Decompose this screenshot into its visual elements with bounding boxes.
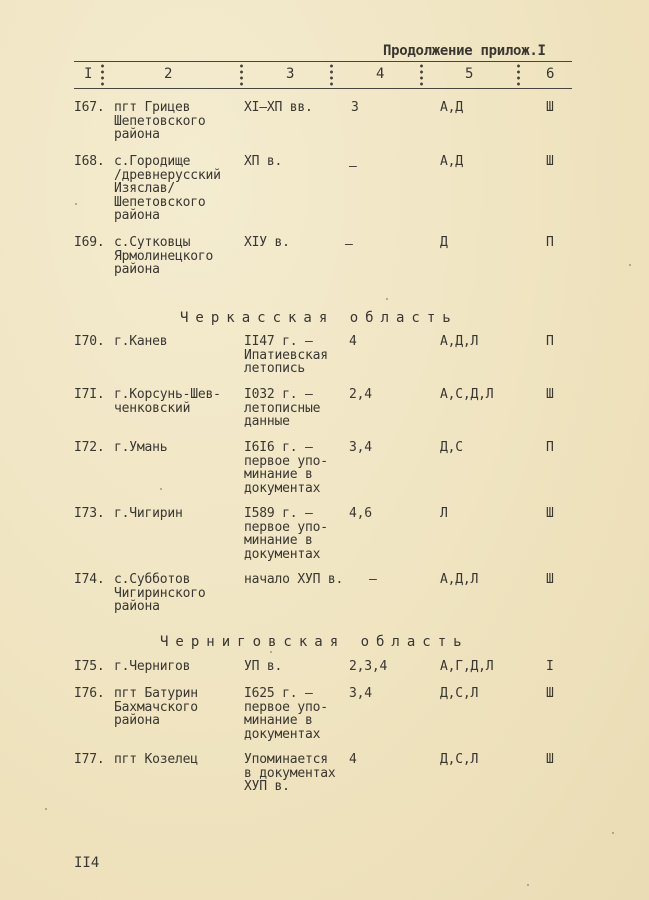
paper-speck (45, 808, 47, 810)
row-number: I72. (74, 440, 105, 455)
first-mention-date: II47 г. – Ипатиевская летопись (244, 334, 328, 376)
settlement-name: пгт Батурин Бахмачского района (114, 686, 198, 728)
column-6-value: Ш (546, 572, 554, 587)
column-5-value: А,Д,Л (440, 572, 479, 587)
settlement-name: пгт Грицев Шепетовского района (114, 100, 206, 142)
first-mention-date: XIУ в. (244, 235, 290, 250)
column-5-value: Д,С,Л (440, 686, 479, 701)
column-4-value: 4,6 (349, 506, 372, 521)
column-5-value: А,Д (440, 100, 463, 115)
section-heading-chernihiv: Черниговская область (160, 634, 469, 650)
paper-speck (386, 298, 388, 300)
column-5-value: Д,С,Л (440, 752, 479, 767)
header-top-rule (74, 61, 572, 62)
column-5-value: Д,С (440, 440, 463, 455)
column-5-value: А,Д (440, 154, 463, 169)
page-number: II4 (74, 855, 100, 871)
column-6-value: Ш (546, 100, 554, 115)
settlement-name: г.Умань (114, 440, 168, 455)
first-mention-date: I6I6 г. – первое упо- минание в документах (244, 440, 328, 496)
column-4-value: 4 (349, 334, 357, 349)
column-4-value: 3,4 (349, 686, 372, 701)
column-6-value: П (546, 235, 554, 250)
row-number: I68. (74, 154, 105, 169)
row-number: I7I. (74, 387, 105, 402)
column-4-value: — (349, 159, 357, 174)
column-4-value: – (369, 572, 377, 587)
column-6-value: Ш (546, 686, 554, 701)
column-separator (420, 63, 423, 87)
header-bottom-rule (74, 88, 572, 89)
column-6-value: П (546, 440, 554, 455)
column-5-value: Д (440, 235, 448, 250)
paper-speck (629, 264, 631, 266)
settlement-name: с.Городище /древнерусский Изяслав/ Шепетовского района (114, 154, 221, 223)
column-separator (517, 63, 520, 87)
settlement-name: г.Канев (114, 334, 168, 349)
first-mention-date: XI–XП вв. (244, 100, 313, 115)
row-number: I67. (74, 100, 105, 115)
column-header-3: 3 (286, 66, 295, 82)
paper-speck (612, 832, 614, 834)
column-separator (101, 63, 104, 87)
settlement-name: с.Сутковцы Ярмолинецкого района (114, 235, 214, 277)
column-header-2: 2 (164, 66, 173, 82)
column-4-value: 3,4 (349, 440, 372, 455)
column-header-6: 6 (546, 66, 555, 82)
settlement-name: г.Чигирин (114, 506, 183, 521)
column-6-value: Ш (546, 506, 554, 521)
column-4-value: 3 (351, 100, 359, 115)
settlement-name: пгт Козелец (114, 752, 198, 767)
row-number: I74. (74, 572, 105, 587)
settlement-name: г.Чернигов (114, 659, 191, 674)
first-mention-date: I032 г. – летописные данные (244, 387, 321, 429)
column-5-value: Л (440, 506, 448, 521)
column-4-value: — (345, 237, 353, 252)
first-mention-date: XП в. (244, 154, 283, 169)
section-heading-cherkasy: Черкасская область (180, 310, 458, 326)
row-number: I77. (74, 752, 105, 767)
paper-speck (270, 651, 272, 653)
first-mention-date: УП в. (244, 659, 283, 674)
row-number: I70. (74, 334, 105, 349)
column-6-value: Ш (546, 154, 554, 169)
settlement-name: с.Субботов Чигиринского района (114, 572, 206, 614)
column-4-value: 2,3,4 (349, 659, 388, 674)
first-mention-date: I589 г. – первое упо- минание в документах (244, 506, 328, 562)
first-mention-date: начало XУП в. (244, 572, 344, 587)
column-5-value: А,Д,Л (440, 334, 479, 349)
column-separator (330, 63, 333, 87)
first-mention-date: Упоминается в документах XУП в. (244, 752, 336, 794)
settlement-name: г.Корсунь-Шев- ченковский (114, 387, 221, 416)
row-number: I73. (74, 506, 105, 521)
column-6-value: Ш (546, 752, 554, 767)
paper-speck (160, 488, 162, 490)
column-5-value: А,Г,Д,Л (440, 659, 494, 674)
column-4-value: 2,4 (349, 387, 372, 402)
row-number: I75. (74, 659, 105, 674)
column-5-value: А,С,Д,Л (440, 387, 494, 402)
row-number: I69. (74, 235, 105, 250)
continuation-label: Продолжение прилож.I (383, 43, 546, 59)
paper-speck (527, 884, 529, 886)
column-6-value: I (546, 659, 554, 674)
column-header-5: 5 (465, 66, 474, 82)
column-header-1: I (84, 66, 93, 82)
row-number: I76. (74, 686, 105, 701)
first-mention-date: I625 г. – первое упо- минание в документах (244, 686, 328, 742)
column-header-4: 4 (376, 66, 385, 82)
paper-speck (75, 203, 77, 205)
column-separator (240, 63, 243, 87)
column-6-value: П (546, 334, 554, 349)
column-6-value: Ш (546, 387, 554, 402)
column-4-value: 4 (349, 752, 357, 767)
